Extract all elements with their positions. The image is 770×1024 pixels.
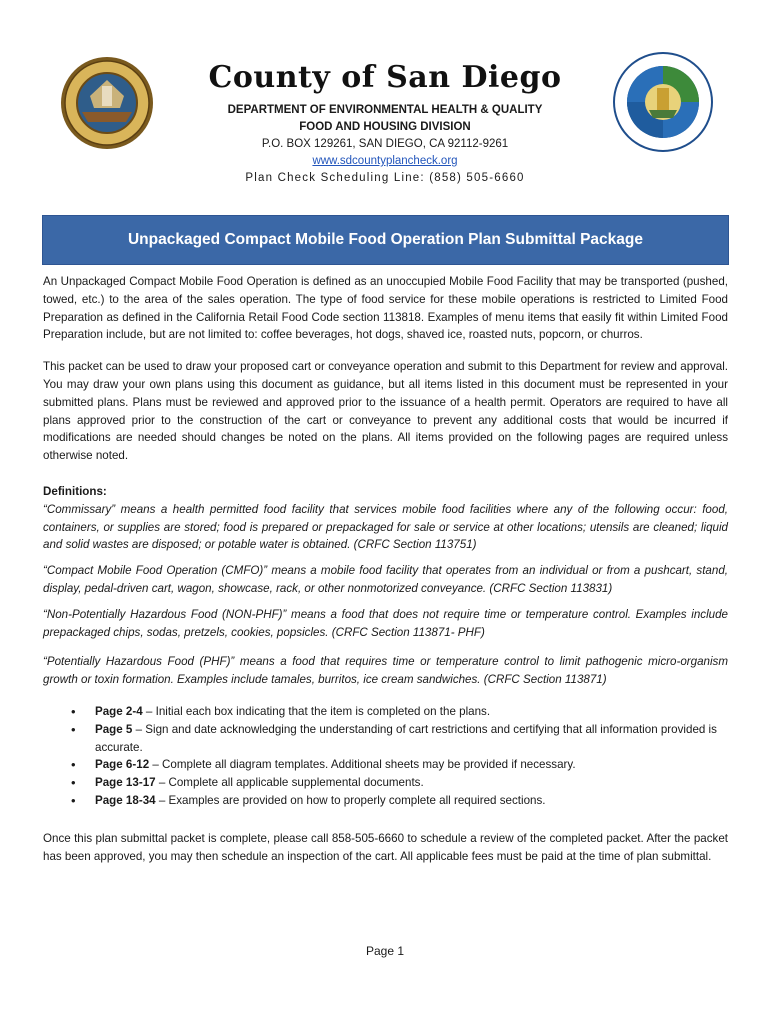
list-item xyxy=(95,703,728,721)
division-name: FOOD AND HOUSING DIVISION xyxy=(299,121,471,133)
list-item-text: – Examples are provided on how to properly complete all required sections. xyxy=(155,793,546,807)
environmental-health-seal-icon xyxy=(613,52,713,152)
definition-phf: “Potentially Hazardous Food (PHF)” means a food that requires time or temperature control to limit pathogenic micro-organism growth or toxin formation. Examples include tamales, burritos, ice cream sandwiches. (CRFC Section 113871) xyxy=(43,655,728,687)
list-item xyxy=(95,756,728,774)
mailing-address: P.O. BOX 129261, SAN DIEGO, CA 92112-9261 xyxy=(261,138,509,150)
intro-paragraph-1: An Unpackaged Compact Mobile Food Operation is defined as an unoccupied Mobile Food Facility that may be transported (pushed, towed, etc.) to the area of the sales operation. The type of food service for these mobile operations is restricted to Limited Food Preparation as defined in the California Retail Food Code section 113818. Examples of menu items that easily fit within Limited Food Preparation include, but are not limited to: coffee beverages, hot dogs, shaved ice, roasted nuts, popcorn, or churros. xyxy=(43,275,728,342)
page-instructions-list xyxy=(43,703,728,810)
letterhead xyxy=(190,60,580,187)
website-link[interactable]: www.sdcountyplancheck.org xyxy=(312,155,458,167)
list-item-text: – Initial each box indicating that the item is completed on the plans. xyxy=(142,704,491,718)
list-item xyxy=(95,774,728,792)
page-number: Page 1 xyxy=(365,944,405,958)
phone-line: Plan Check Scheduling Line: (858) 505-6660 xyxy=(245,172,525,184)
closing-paragraph: Once this plan submittal packet is complete, please call 858-505-6660 to schedule a review of the completed packet. After the packet has been approved, you may then schedule an inspection of the cart. All applicable fees must be paid at the time of plan submittal. xyxy=(43,831,728,863)
county-seal-logo xyxy=(60,56,154,150)
list-item-pages: Page 18-34 xyxy=(95,793,156,807)
list-item-pages: Page 13-17 xyxy=(95,776,156,790)
package-title: Unpackaged Compact Mobile Food Operation Plan Submittal Package xyxy=(127,231,644,248)
definition-non-phf: “Non-Potentially Hazardous Food (NON-PHF)” means a food that does not require time or temperature control. Examples include prepackaged chips, sodas, pretzels, cookies, popsicles. (CRFC Section 113871- PHF) xyxy=(43,607,728,639)
document-body xyxy=(43,273,728,865)
list-item xyxy=(95,721,728,757)
definitions-heading: Definitions: xyxy=(43,484,107,498)
seal-icon xyxy=(60,56,154,150)
list-item-text: – Complete all diagram templates. Additional sheets may be provided if necessary. xyxy=(149,758,576,772)
intro-paragraph-2: This packet can be used to draw your proposed cart or conveyance operation and submit to this Department for review and approval. You may draw your own plans using this document as guidance, but all items listed in this document must be represented in your submitted plans. Plans must be reviewed and approved prior to the issuance of a health permit. Operators are required to have all plans approved prior to the construction of the cart or conveyance to prevent any additional costs that would be incurred if modifications are needed should changes be noted on the plans. All items provided on the following pages are required unless otherwise noted. xyxy=(43,360,728,463)
dehq-seal-logo xyxy=(613,52,713,152)
list-item-text: – Complete all applicable supplemental documents. xyxy=(155,776,424,790)
package-title-banner xyxy=(42,215,729,265)
county-title: County of San Diego xyxy=(208,60,562,95)
list-item-pages: Page 6-12 xyxy=(95,758,150,772)
list-item xyxy=(95,792,728,810)
definition-commissary: “Commissary” means a health permitted food facility that services mobile food facilities where any of the following occur: food, containers, or supplies are stored; food is prepared or prepackaged for sale or service at other locations; utensils are cleaned; liquid and solid wastes are disposed; or potable water is obtained. (CRFC Section 113751) xyxy=(43,502,728,552)
list-item-text: – Sign and date acknowledging the understanding of cart restrictions and certifying that all information provided is accurate. xyxy=(95,722,717,754)
list-item-pages: Page 5 xyxy=(95,722,133,736)
department-name: DEPARTMENT OF ENVIRONMENTAL HEALTH & QUALITY xyxy=(227,104,543,116)
definition-cmfo: “Compact Mobile Food Operation (CMFO)” means a mobile food facility that operates from an individual or from a pushcart, stand, display, pedal-driven cart, wagon, showcase, rack, or other nonmotorized conveyance. (CRFC Section 113831) xyxy=(43,564,728,595)
list-item-pages: Page 2-4 xyxy=(95,704,143,718)
